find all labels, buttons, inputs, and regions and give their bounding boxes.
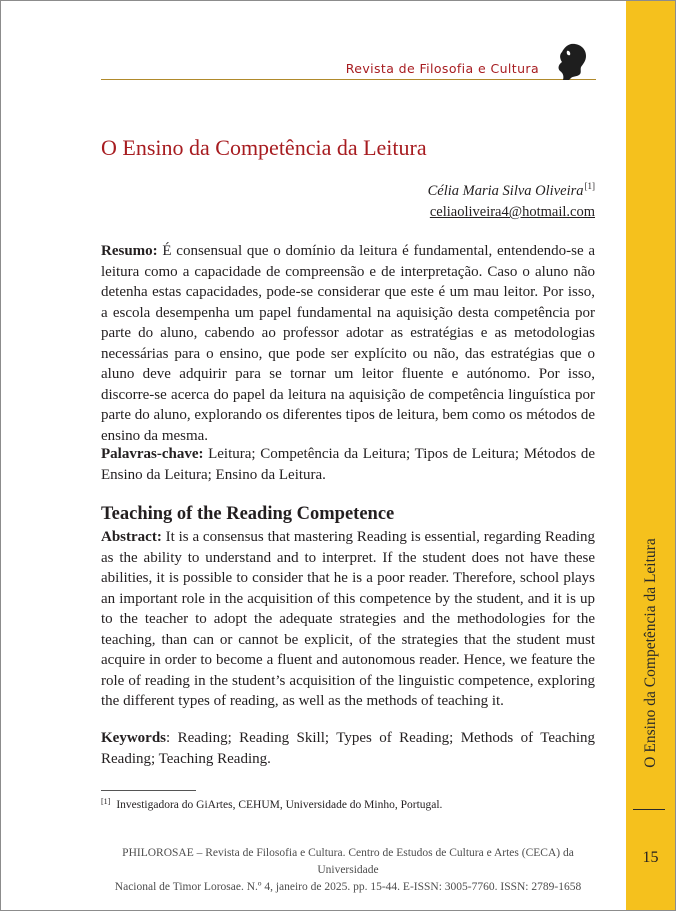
side-rule: [633, 809, 665, 810]
page-number: 15: [642, 849, 659, 866]
abstract-paragraph: [101, 527, 595, 712]
palavras-chave-text: Leitura; Competência da Leitura; Tipos de Leitura; Métodos de Ensino da Leitura; Ensino da Leitura.: [101, 446, 595, 483]
keywords-paragraph: [101, 728, 595, 769]
header-rule: [101, 79, 596, 80]
article-title: O Ensino da Competência da Leitura: [101, 135, 427, 160]
footer-line-1: PHILOROSAE – Revista de Filosofia e Cultura. Centro de Estudos de Cultura e Artes (CECA) da Universidade: [122, 847, 574, 876]
palavras-chave-label: Palavras-chave:: [101, 446, 204, 462]
author-note-ref[interactable]: [1]: [584, 181, 595, 191]
author-line: [428, 181, 595, 200]
resumo-text: É consensual que o domínio da leitura é fundamental, entendendo-se a leitura como a capacidade de compreensão e de interpretação. Caso o aluno não detenha estas capacidades, pode-se considerar que este é um mau leitor. Por isso, a escola desempenha um papel fundamental na aquisição desta competência por parte do aluno, cabendo ao professor adotar as estratégias e as metodologias necessárias para o ensino, que pode ser explícito ou não, das estratégias que o aluno deve adquirir para se tornar um leitor fluente e autónomo. Por isso, discorre-se acerca do papel da leitura na aquisição de competência linguística por parte do aluno, explorando os diferentes tipos de leitura, bem como os métodos de ensino da mesma.: [101, 243, 595, 444]
running-title: O Ensino da Competência da Leitura: [642, 538, 659, 768]
palavras-chave-paragraph: [101, 444, 595, 485]
keywords-label: Keywords: [101, 730, 166, 746]
page-footer: [101, 845, 595, 896]
keywords-text: : Reading; Reading Skill; Types of Reading; Methods of Teaching Reading; Teaching Reading.: [101, 730, 595, 767]
side-band: [626, 1, 675, 910]
author-name: Célia Maria Silva Oliveira: [427, 183, 584, 199]
author-email-link[interactable]: celiaoliveira4@hotmail.com: [429, 204, 595, 220]
abstract-label: Abstract:: [101, 529, 162, 545]
footnote: [101, 797, 442, 811]
journal-name: Revista de Filosofia e Cultura: [345, 61, 539, 76]
footer-line-2: Nacional de Timor Lorosae. N.º 4, janeiro de 2025. pp. 15-44. E-ISSN: 3005-7760. ISSN: 2789-1658: [114, 881, 582, 893]
abstract-text: It is a consensus that mastering Reading is essential, regarding Reading as the ability to understand and to interpret. If the student does not have these abilities, it is possible to consider that he is a poor reader. Therefore, school plays an important role in the acquisition of this competence by the student, and it is up to the teacher to adopt the adequate strategies and the methodologies for the teaching, than can or cannot be explicit, of the strategies that the student must acquire in order to become a fluent and autonomous reader. Hence, we feature the role of reading in the student’s acquisition of the linguistic competence, exploring the different types of reading, as well as the methods of teaching it.: [101, 529, 595, 709]
bust-silhouette-icon: [555, 43, 589, 81]
english-title: Teaching of the Reading Competence: [101, 504, 395, 524]
resumo-label: Resumo:: [101, 243, 158, 259]
footnote-rule: [101, 790, 196, 791]
footnote-ref: [1]: [101, 797, 111, 806]
footnote-text: Investigadora do GiArtes, CEHUM, Universidade do Minho, Portugal.: [116, 799, 443, 811]
resumo-paragraph: [101, 241, 595, 446]
